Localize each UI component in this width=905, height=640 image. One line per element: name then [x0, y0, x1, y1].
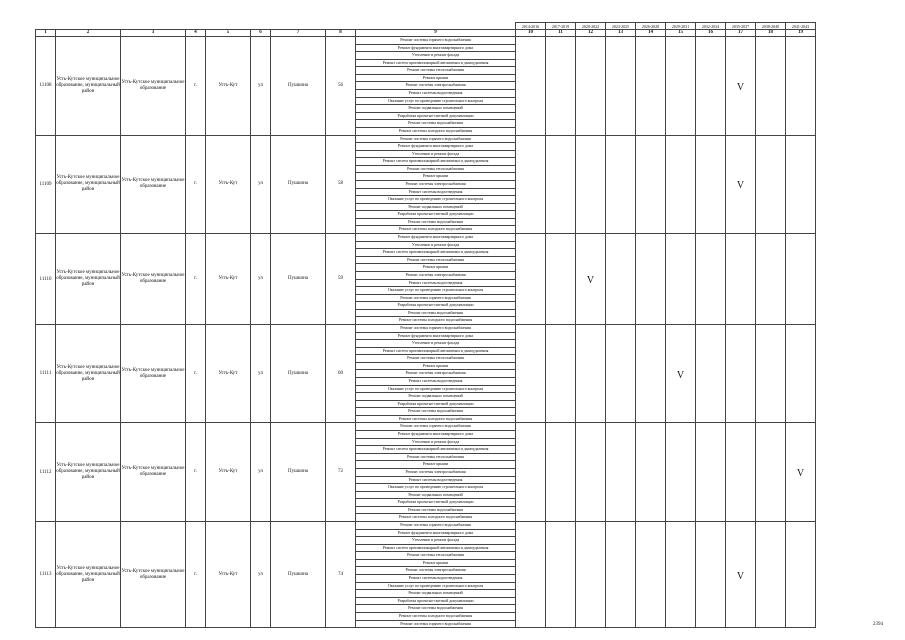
work-item: Разработка проектно-сметной документации	[356, 597, 516, 605]
work-item: Ремонт системы горячего водоснабжения	[356, 324, 516, 332]
work-item: Ремонт подвальных помещений	[356, 203, 516, 211]
column-number: 6	[251, 30, 271, 37]
period-cell	[696, 522, 726, 628]
period-cell	[576, 324, 606, 423]
house-number: 74	[326, 522, 356, 628]
period-cell	[606, 234, 636, 325]
period-header: 2026-2028	[636, 23, 666, 30]
period-cell	[786, 522, 816, 628]
period-cell	[726, 324, 756, 423]
work-item: Ремонт крыши	[356, 74, 516, 82]
table-row	[36, 423, 816, 431]
work-item: Ремонт системы водоотведения	[356, 279, 516, 287]
work-item: Ремонт подвальных помещений	[356, 393, 516, 401]
row-id: 11112	[36, 423, 56, 522]
work-item: Ремонт системы водоотведения	[356, 90, 516, 98]
work-item: Ремонт системы горячего водоснабжения	[356, 522, 516, 530]
page-number: 2394	[873, 622, 883, 627]
column-number: 9	[356, 30, 516, 37]
column-number: 7	[271, 30, 326, 37]
locality-type: г.	[186, 423, 206, 522]
period-cell	[756, 423, 786, 522]
period-cell	[696, 324, 726, 423]
work-item: Ремонт системы теплоснабжения	[356, 165, 516, 173]
work-item: Оказание услуг по проведению строительного контроля	[356, 385, 516, 393]
period-cell	[666, 324, 696, 423]
locality-type: г.	[186, 37, 206, 136]
work-item: Утепление и ремонт фасада	[356, 438, 516, 446]
period-cell	[606, 324, 636, 423]
period-cell	[726, 234, 756, 325]
period-cell	[726, 522, 756, 628]
locality: Усть-Кут	[206, 135, 251, 234]
period-cell	[516, 234, 546, 325]
period-cell	[786, 135, 816, 234]
work-item: Ремонт фундамента многоквартирного дома	[356, 332, 516, 340]
municipal-district: Усть-Кутское муниципальное образование, муниципальный район	[56, 135, 121, 234]
locality-type: г.	[186, 522, 206, 628]
period-cell	[726, 423, 756, 522]
work-item: Утепление и ремонт фасада	[356, 52, 516, 60]
column-number: 3	[121, 30, 186, 37]
work-item: Оказание услуг по проведению строительного контроля	[356, 97, 516, 105]
period-mark: V	[736, 81, 745, 93]
settlement: Усть-Кутское муниципальное образование	[121, 135, 186, 234]
work-item: Ремонт системы электроснабжения	[356, 468, 516, 476]
period-header: 2020-2022	[576, 23, 606, 30]
period-cell	[726, 135, 756, 234]
period-header: 2035-2037	[726, 23, 756, 30]
work-item: Ремонт крыши	[356, 264, 516, 272]
period-cell	[546, 234, 576, 325]
locality: Усть-Кут	[206, 522, 251, 628]
work-item: Разработка проектно-сметной документации	[356, 499, 516, 507]
period-header: 2041-2043	[786, 23, 816, 30]
period-cell	[636, 234, 666, 325]
work-item: Оказание услуг по проведению строительного контроля	[356, 196, 516, 204]
column-number: 17	[726, 30, 756, 37]
municipal-district: Усть-Кутское муниципальное образование, муниципальный район	[56, 37, 121, 136]
work-item: Ремонт системы электроснабжения	[356, 180, 516, 188]
work-item: Ремонт системы холодного водоснабжения	[356, 415, 516, 423]
work-item: Ремонт системы водоснабжения	[356, 218, 516, 226]
locality-type: г.	[186, 135, 206, 234]
column-number: 12	[576, 30, 606, 37]
work-item: Ремонт системы холодного водоснабжения	[356, 612, 516, 620]
work-item: Оказание услуг по проведению строительного контроля	[356, 582, 516, 590]
work-item: Утепление и ремонт фасада	[356, 150, 516, 158]
work-item: Ремонт подвальных помещений	[356, 590, 516, 598]
period-cell	[756, 37, 786, 136]
work-item: Ремонт системы горячего водоснабжения	[356, 620, 516, 628]
work-item: Ремонт системы теплоснабжения	[356, 256, 516, 264]
period-header: 2038-2040	[756, 23, 786, 30]
work-item: Ремонт системы теплоснабжения	[356, 453, 516, 461]
work-item: Ремонт системы водоотведения	[356, 188, 516, 196]
period-cell	[666, 135, 696, 234]
work-item: Ремонт систем противопожарной автоматики и дымоудаления	[356, 59, 516, 67]
period-cell	[696, 423, 726, 522]
house-number: 56	[326, 37, 356, 136]
street-type: ул	[251, 522, 271, 628]
street: Пушкина	[271, 522, 326, 628]
work-item: Ремонт системы горячего водоснабжения	[356, 423, 516, 431]
row-id: 11110	[36, 234, 56, 325]
period-cell	[516, 324, 546, 423]
period-cell	[786, 37, 816, 136]
settlement: Усть-Кутское муниципальное образование	[121, 324, 186, 423]
period-header: 2029-2031	[666, 23, 696, 30]
period-cell	[636, 423, 666, 522]
locality: Усть-Кут	[206, 234, 251, 325]
work-item: Оказание услуг по проведению строительного контроля	[356, 484, 516, 492]
house-number: 58	[326, 135, 356, 234]
work-item: Ремонт системы теплоснабжения	[356, 355, 516, 363]
house-number: 59	[326, 234, 356, 325]
locality-type: г.	[186, 324, 206, 423]
municipal-district: Усть-Кутское муниципальное образование, муниципальный район	[56, 234, 121, 325]
settlement: Усть-Кутское муниципальное образование	[121, 234, 186, 325]
work-item: Ремонт систем противопожарной автоматики и дымоудаления	[356, 249, 516, 257]
column-number: 16	[696, 30, 726, 37]
work-item: Ремонт крыши	[356, 173, 516, 181]
work-item: Ремонт системы водоснабжения	[356, 605, 516, 613]
period-cell	[516, 135, 546, 234]
settlement: Усть-Кутское муниципальное образование	[121, 423, 186, 522]
period-cell	[516, 423, 546, 522]
table-row	[36, 37, 816, 45]
street: Пушкина	[271, 324, 326, 423]
work-item: Ремонт системы водоснабжения	[356, 408, 516, 416]
street-type: ул	[251, 135, 271, 234]
period-cell	[636, 324, 666, 423]
work-item: Ремонт системы электроснабжения	[356, 567, 516, 575]
period-cell	[576, 234, 606, 325]
work-item: Ремонт системы водоснабжения	[356, 120, 516, 128]
period-cell	[576, 423, 606, 522]
period-cell	[636, 135, 666, 234]
column-number-row	[36, 30, 816, 37]
period-cell	[666, 234, 696, 325]
period-cell	[756, 522, 786, 628]
period-header: 2017-2019	[546, 23, 576, 30]
period-cell	[786, 324, 816, 423]
locality: Усть-Кут	[206, 37, 251, 136]
work-item: Оказание услуг по проведению строительного контроля	[356, 287, 516, 295]
locality: Усть-Кут	[206, 423, 251, 522]
table-row	[36, 234, 816, 242]
period-cell	[636, 37, 666, 136]
period-cell	[576, 135, 606, 234]
work-item: Ремонт системы холодного водоснабжения	[356, 226, 516, 234]
period-mark: V	[736, 180, 745, 192]
period-cell	[576, 37, 606, 136]
work-item: Ремонт подвальных помещений	[356, 491, 516, 499]
table-row	[36, 522, 816, 530]
period-header-row	[36, 23, 816, 30]
work-item: Ремонт систем противопожарной автоматики и дымоудаления	[356, 158, 516, 166]
period-mark: V	[586, 275, 595, 286]
table-row	[36, 324, 816, 332]
row-id: 11113	[36, 522, 56, 628]
period-cell	[756, 324, 786, 423]
work-item: Ремонт системы электроснабжения	[356, 82, 516, 90]
work-item: Ремонт крыши	[356, 461, 516, 469]
period-cell	[546, 423, 576, 522]
column-number: 8	[326, 30, 356, 37]
work-item: Ремонт системы горячего водоснабжения	[356, 37, 516, 45]
period-cell	[516, 37, 546, 136]
period-cell	[636, 522, 666, 628]
work-item: Ремонт крыши	[356, 559, 516, 567]
street: Пушкина	[271, 37, 326, 136]
period-cell	[546, 135, 576, 234]
work-item: Разработка проектно-сметной документации	[356, 302, 516, 310]
column-number: 11	[546, 30, 576, 37]
work-item: Утепление и ремонт фасада	[356, 340, 516, 348]
work-item: Ремонт системы горячего водоснабжения	[356, 294, 516, 302]
column-number: 5	[206, 30, 251, 37]
period-cell	[666, 37, 696, 136]
work-item: Ремонт фундамента многоквартирного дома	[356, 431, 516, 439]
row-id: 11108	[36, 37, 56, 136]
street: Пушкина	[271, 135, 326, 234]
column-number: 10	[516, 30, 546, 37]
column-number: 4	[186, 30, 206, 37]
period-cell	[546, 37, 576, 136]
period-cell	[756, 234, 786, 325]
work-item: Ремонт системы электроснабжения	[356, 271, 516, 279]
period-cell	[606, 135, 636, 234]
row-id: 11111	[36, 324, 56, 423]
period-cell	[516, 522, 546, 628]
work-item: Ремонт крыши	[356, 362, 516, 370]
period-cell	[696, 135, 726, 234]
municipal-district: Усть-Кутское муниципальное образование, муниципальный район	[56, 522, 121, 628]
work-item: Ремонт фундамента многоквартирного дома	[356, 234, 516, 242]
period-cell	[606, 37, 636, 136]
work-item: Ремонт системы водоснабжения	[356, 506, 516, 514]
period-cell	[696, 37, 726, 136]
street: Пушкина	[271, 423, 326, 522]
work-item: Ремонт системы электроснабжения	[356, 370, 516, 378]
work-item: Ремонт подвальных помещений	[356, 105, 516, 113]
work-item: Ремонт фундамента многоквартирного дома	[356, 44, 516, 52]
municipal-district: Усть-Кутское муниципальное образование, муниципальный район	[56, 423, 121, 522]
column-number: 1	[36, 30, 56, 37]
work-item: Ремонт системы водоотведения	[356, 476, 516, 484]
work-item: Разработка проектно-сметной документации	[356, 211, 516, 219]
street-type: ул	[251, 324, 271, 423]
column-number: 15	[666, 30, 696, 37]
house-number: 72	[326, 423, 356, 522]
work-item: Разработка проектно-сметной документации	[356, 400, 516, 408]
street-type: ул	[251, 423, 271, 522]
period-cell	[576, 522, 606, 628]
column-number: 13	[606, 30, 636, 37]
work-item: Ремонт систем противопожарной автоматики и дымоудаления	[356, 446, 516, 454]
street-type: ул	[251, 37, 271, 136]
work-item: Ремонт системы холодного водоснабжения	[356, 514, 516, 522]
street: Пушкина	[271, 234, 326, 325]
period-mark: V	[676, 369, 685, 381]
work-item: Ремонт системы теплоснабжения	[356, 552, 516, 560]
work-item: Утепление и ремонт фасада	[356, 537, 516, 545]
work-item: Утепление и ремонт фасада	[356, 241, 516, 249]
period-header: 2032-2034	[696, 23, 726, 30]
work-item: Ремонт системы водоотведения	[356, 378, 516, 386]
capital-repair-schedule-table	[35, 22, 816, 628]
work-item: Ремонт фундамента многоквартирного дома	[356, 143, 516, 151]
period-cell	[666, 423, 696, 522]
period-cell	[696, 234, 726, 325]
table-body	[36, 37, 816, 628]
work-item: Ремонт системы водоснабжения	[356, 309, 516, 317]
period-mark: V	[796, 468, 805, 480]
period-cell	[786, 423, 816, 522]
period-mark: V	[736, 570, 745, 582]
work-item: Разработка проектно-сметной документации	[356, 112, 516, 120]
row-id: 11109	[36, 135, 56, 234]
locality-type: г.	[186, 234, 206, 325]
work-item: Ремонт фундамента многоквартирного дома	[356, 529, 516, 537]
settlement: Усть-Кутское муниципальное образование	[121, 522, 186, 628]
street-type: ул	[251, 234, 271, 325]
period-cell	[666, 522, 696, 628]
period-cell	[546, 324, 576, 423]
work-item: Ремонт систем противопожарной автоматики и дымоудаления	[356, 347, 516, 355]
locality: Усть-Кут	[206, 324, 251, 423]
period-cell	[726, 37, 756, 136]
column-number: 19	[786, 30, 816, 37]
period-header: 2023-2025	[606, 23, 636, 30]
work-item: Ремонт системы водоотведения	[356, 575, 516, 583]
period-cell	[786, 234, 816, 325]
work-item: Ремонт системы холодного водоснабжения	[356, 317, 516, 325]
table-row	[36, 135, 816, 143]
municipal-district: Усть-Кутское муниципальное образование, муниципальный район	[56, 324, 121, 423]
work-item: Ремонт систем противопожарной автоматики и дымоудаления	[356, 544, 516, 552]
work-item: Ремонт системы холодного водоснабжения	[356, 127, 516, 135]
period-cell	[546, 522, 576, 628]
house-number: 60	[326, 324, 356, 423]
period-cell	[756, 135, 786, 234]
settlement: Усть-Кутское муниципальное образование	[121, 37, 186, 136]
work-item: Ремонт системы горячего водоснабжения	[356, 135, 516, 143]
period-cell	[606, 423, 636, 522]
column-number: 18	[756, 30, 786, 37]
column-number: 14	[636, 30, 666, 37]
period-header: 2014-2016	[516, 23, 546, 30]
column-number: 2	[56, 30, 121, 37]
work-item: Ремонт системы теплоснабжения	[356, 67, 516, 75]
period-cell	[606, 522, 636, 628]
